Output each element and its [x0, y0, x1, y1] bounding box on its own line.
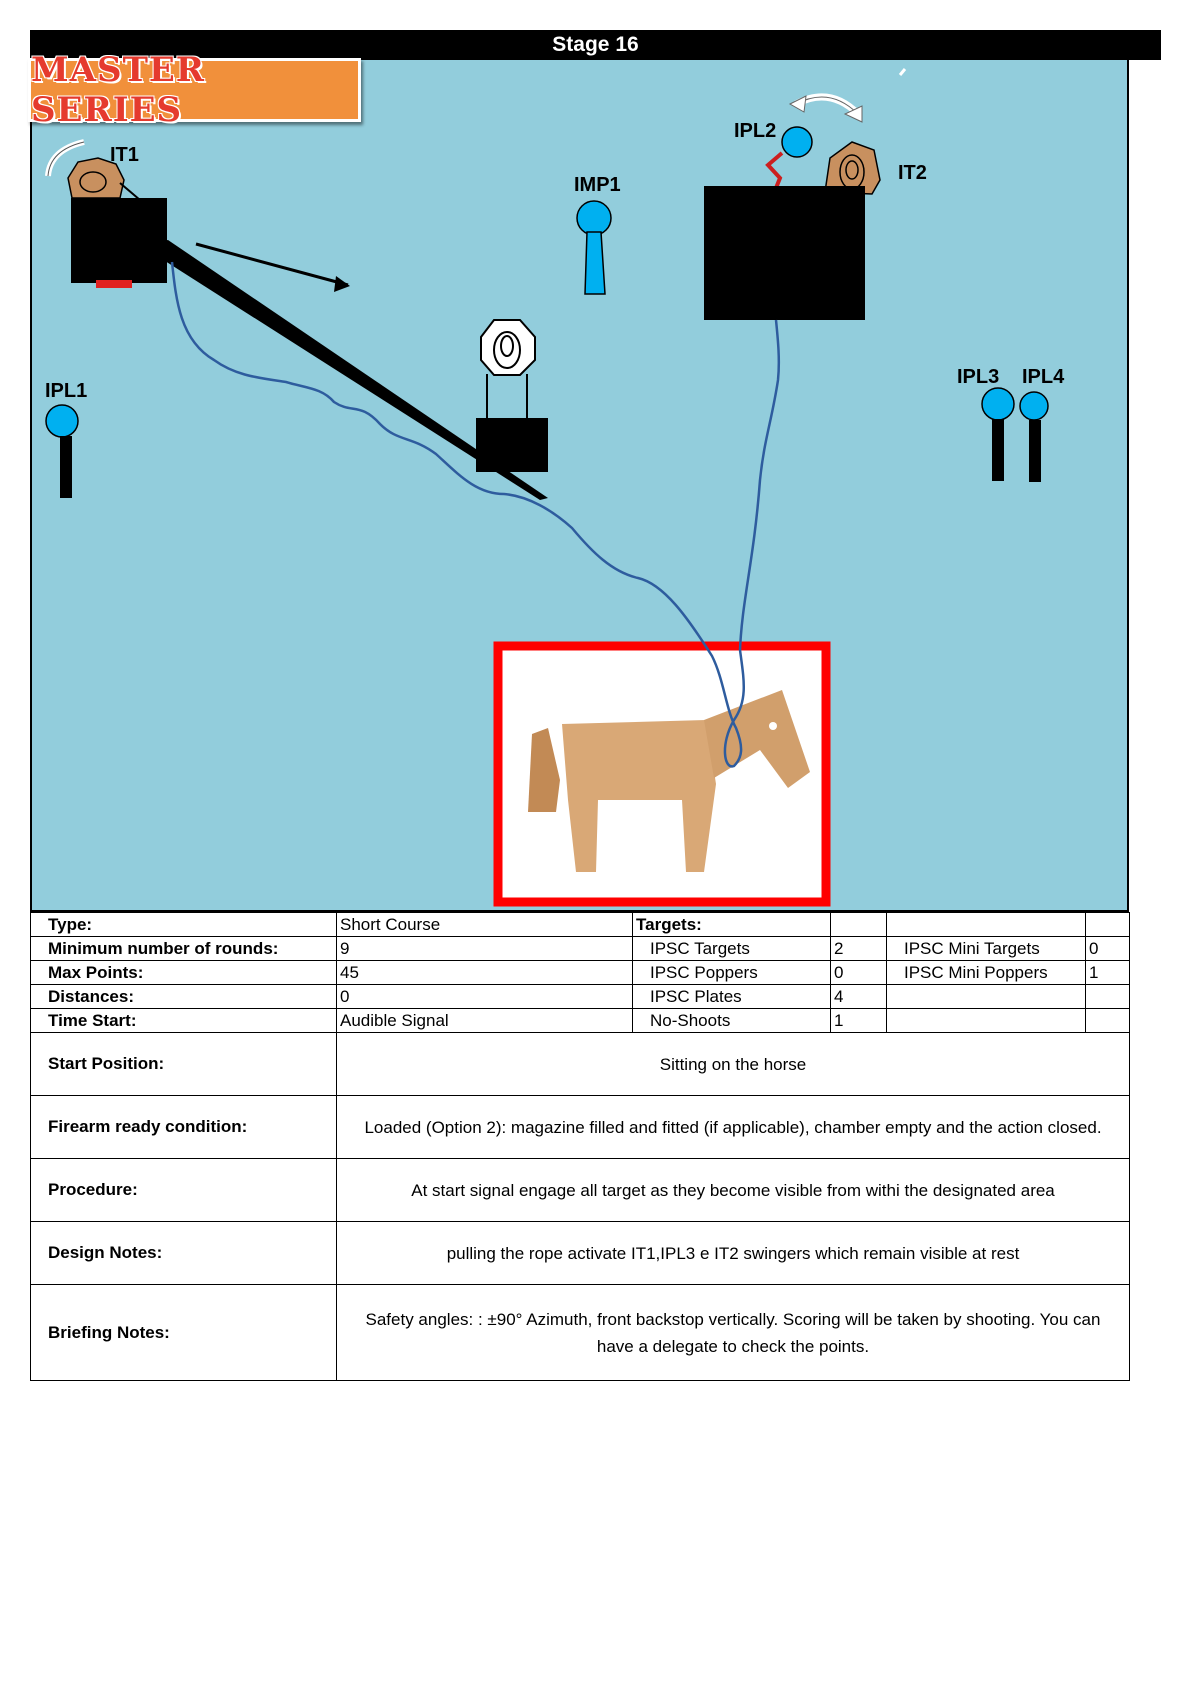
- rounds-label: Minimum number of rounds:: [31, 937, 337, 961]
- design-notes-value: pulling the rope activate IT1,IPL3 e IT2 swingers which remain visible at rest: [337, 1222, 1130, 1285]
- briefing-notes-label: Briefing Notes:: [31, 1285, 337, 1381]
- target-count: 1: [831, 1009, 887, 1033]
- table-row: [31, 1033, 1130, 1096]
- ipl4-plate: [1020, 392, 1048, 482]
- label-ipl2: IPL2: [734, 120, 777, 142]
- label-imp1: IMP1: [574, 174, 621, 196]
- type-label: Type:: [31, 913, 337, 937]
- type-value: Short Course: [337, 913, 633, 937]
- target-name: No-Shoots: [633, 1009, 831, 1033]
- points-value: 45: [337, 961, 633, 985]
- table-row: [31, 937, 1130, 961]
- procedure-value: At start signal engage all target as they become visible from withi the designated area: [337, 1159, 1130, 1222]
- label-it2: IT2: [898, 162, 927, 184]
- table-row: [31, 985, 1130, 1009]
- mini-target-name: IPSC Mini Poppers: [887, 961, 1086, 985]
- target-name: IPSC Plates: [633, 985, 831, 1009]
- firearm-ready-label: Firearm ready condition:: [31, 1096, 337, 1159]
- points-label: Max Points:: [31, 961, 337, 985]
- mini-target-name: IPSC Mini Targets: [887, 937, 1086, 961]
- time-start-label: Time Start:: [31, 1009, 337, 1033]
- table-row: [31, 1009, 1130, 1033]
- start-position-horse: [498, 646, 826, 902]
- stage-info-table: [30, 912, 1130, 1381]
- start-position-label: Start Position:: [31, 1033, 337, 1096]
- target-count: 2: [831, 937, 887, 961]
- table-row: [31, 1285, 1130, 1381]
- time-start-value: Audible Signal: [337, 1009, 633, 1033]
- mini-target-count: 1: [1086, 961, 1130, 985]
- design-notes-label: Design Notes:: [31, 1222, 337, 1285]
- label-it1: IT1: [110, 144, 139, 166]
- master-series-logo: MASTER SERIES: [31, 50, 206, 130]
- label-ipl1: IPL1: [45, 380, 88, 402]
- mini-target-count: 0: [1086, 937, 1130, 961]
- table-row: [31, 1096, 1130, 1159]
- it1-wall: [71, 198, 167, 283]
- ipl1-plate: [46, 405, 78, 498]
- stage-title: Stage 16: [30, 30, 1161, 60]
- target-count: 0: [831, 961, 887, 985]
- target-name: IPSC Targets: [633, 937, 831, 961]
- table-row: [31, 1159, 1130, 1222]
- table-row: [31, 1222, 1130, 1285]
- targets-header: Targets:: [633, 913, 831, 937]
- procedure-label: Procedure:: [31, 1159, 337, 1222]
- target-name: IPSC Poppers: [633, 961, 831, 985]
- rounds-value: 9: [337, 937, 633, 961]
- label-ipl4: IPL4: [1022, 366, 1065, 388]
- briefing-notes-value: Safety angles: : ±90° Azimuth, front backstop vertically. Scoring will be taken by shooting. You can have a delegate to check the points.: [337, 1285, 1130, 1381]
- start-position-value: Sitting on the horse: [337, 1033, 1130, 1096]
- label-ipl3: IPL3: [957, 366, 1000, 388]
- distances-label: Distances:: [31, 985, 337, 1009]
- master-series-badge: [28, 50, 361, 130]
- imp1-popper: [577, 201, 611, 294]
- firearm-ready-value: Loaded (Option 2): magazine filled and fitted (if applicable), chamber empty and the action closed.: [337, 1096, 1130, 1159]
- target-count: 4: [831, 985, 887, 1009]
- distances-value: 0: [337, 985, 633, 1009]
- table-row: [31, 913, 1130, 937]
- ipl3-plate: [982, 388, 1014, 481]
- center-plate-target: [476, 320, 548, 472]
- it2-wall: [704, 186, 865, 320]
- table-row: [31, 961, 1130, 985]
